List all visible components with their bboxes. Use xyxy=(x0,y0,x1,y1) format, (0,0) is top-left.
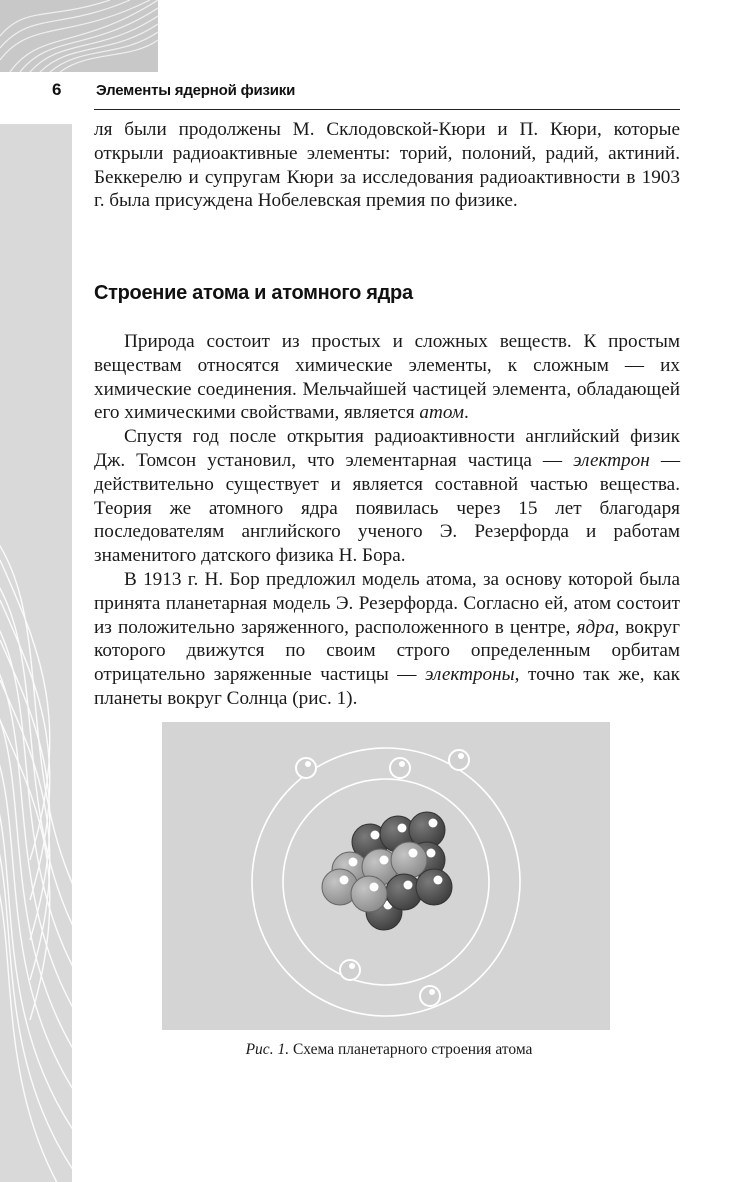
term-electron: электрон xyxy=(573,449,650,471)
electron xyxy=(420,986,440,1006)
header-rule xyxy=(94,109,680,110)
body-text xyxy=(94,330,680,711)
electron xyxy=(449,750,469,770)
electron xyxy=(296,758,316,778)
paragraph-1-end: . xyxy=(463,402,469,424)
nucleus xyxy=(322,812,452,930)
decorative-side-strip xyxy=(0,0,72,1182)
term-electrons: электроны xyxy=(425,664,515,686)
figure-caption xyxy=(0,1041,756,1059)
term-nucleus: ядра xyxy=(576,616,615,638)
paragraph-1 xyxy=(94,330,680,425)
caption-label: Рис. 1. xyxy=(245,1041,290,1058)
paragraph-3-end: , точно так же, как планеты вокруг Солнца (рис. 1). xyxy=(94,664,680,709)
wave-pattern-graphic xyxy=(0,0,72,1182)
nucleon xyxy=(351,876,387,912)
nucleon xyxy=(391,842,427,878)
running-title: Элементы ядерной физики xyxy=(96,82,296,99)
decorative-corner xyxy=(0,0,158,72)
paragraph-2-text: Спустя год после открытия радиоактивности английский физик Дж. Томсон установил, что элементарная частица — xyxy=(94,426,680,471)
corner-wave-graphic xyxy=(0,0,158,72)
paragraph-2-end: — действительно существует и является составной частью вещества. Теория же атомного ядра появилась через 15 лет благодаря последователям английского ученого Э. Резерфорда и работам знаменитого датского физика Н. Бора. xyxy=(94,449,681,567)
electron xyxy=(390,758,410,778)
section-title: Строение атома и атомного ядра xyxy=(94,282,413,304)
term-atom: атом xyxy=(419,402,464,424)
paragraph-2 xyxy=(94,425,680,568)
nucleon xyxy=(416,869,452,905)
paragraph-3-text: В 1913 г. Н. Бор предложил модель атома, за основу которой была принята планетарная модель Э. Резерфорда. Согласно ей, атом состоит из положительно заряженного, расположенного в центре, xyxy=(94,568,680,638)
intro-paragraph xyxy=(94,118,680,213)
atom-diagram xyxy=(162,722,610,1030)
electron xyxy=(340,960,360,980)
paragraph-1-text: Природа состоит из простых и сложных веществ. К простым веществам относятся химические элементы, к сложным — их химические соединения. Мельчайшей частицей элемента, обладающей его химическими свойствами, является xyxy=(94,331,680,424)
intro-text: ля были продолжены М. Склодовской-Кюри и П. Кюри, которые открыли радиоактивные элементы: торий, полоний, радий, актиний. Беккерелю и супругам Кюри за исследования радиоактивности в 1903 г. была присуждена Нобелевская премия по физике. xyxy=(94,119,680,212)
page-number: 6 xyxy=(52,80,62,99)
paragraph-3-middle: , вокруг которого движутся по своим строго определенным орбитам отрицательно заряженные частицы — xyxy=(94,616,680,686)
paragraph-3 xyxy=(94,568,680,711)
caption-text: Схема планетарного строения атома xyxy=(289,1041,533,1058)
atom-figure xyxy=(162,722,610,1030)
